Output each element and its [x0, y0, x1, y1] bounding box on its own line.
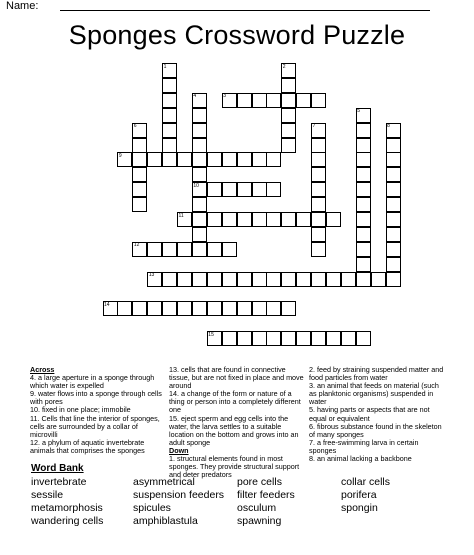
- crossword-cell[interactable]: [356, 212, 371, 227]
- down-clues-col3: [309, 366, 447, 463]
- crossword-cell[interactable]: [356, 257, 371, 272]
- crossword-cell[interactable]: [356, 167, 371, 182]
- crossword-cell[interactable]: [162, 138, 177, 153]
- crossword-cell[interactable]: [356, 152, 371, 167]
- crossword-cell[interactable]: [117, 301, 132, 316]
- clue-down-7: 7. a free-swimming larva in certain sponges: [309, 437, 419, 455]
- name-label: Name:: [6, 0, 39, 12]
- crossword-cell[interactable]: [266, 301, 281, 316]
- crossword-cell[interactable]: [132, 167, 147, 182]
- clue-number: 3: [223, 93, 226, 100]
- crossword-cell[interactable]: [281, 78, 296, 93]
- word-bank-item: amphiblastula: [133, 515, 198, 527]
- crossword-cell[interactable]: [177, 152, 192, 167]
- crossword-cell[interactable]: [177, 272, 192, 287]
- crossword-cell[interactable]: [386, 167, 401, 182]
- clue-number: 12: [133, 242, 140, 249]
- crossword-cell[interactable]: [252, 331, 267, 346]
- clue-number: 7: [312, 123, 316, 130]
- crossword-cell[interactable]: [386, 242, 401, 257]
- crossword-cell[interactable]: [311, 152, 326, 167]
- crossword-cell[interactable]: [266, 212, 281, 227]
- crossword-cell[interactable]: [222, 331, 237, 346]
- crossword-cell[interactable]: [281, 331, 296, 346]
- crossword-cell[interactable]: [192, 227, 207, 242]
- crossword-cell[interactable]: [266, 182, 281, 197]
- crossword-cell[interactable]: [252, 152, 267, 167]
- word-bank-title: Word Bank: [31, 463, 84, 474]
- crossword-cell[interactable]: [266, 152, 281, 167]
- crossword-cell[interactable]: [162, 272, 177, 287]
- crossword-cell[interactable]: [207, 301, 222, 316]
- crossword-cell[interactable]: [177, 242, 192, 257]
- crossword-cell[interactable]: [311, 93, 326, 108]
- crossword-cell[interactable]: [207, 212, 222, 227]
- word-bank-item: filter feeders: [237, 489, 295, 501]
- crossword-cell[interactable]: [281, 272, 296, 287]
- clue-down-5: 5. having parts or aspects that are not equal or equivalent: [309, 405, 430, 423]
- crossword-cell[interactable]: [356, 182, 371, 197]
- crossword-cell[interactable]: [162, 108, 177, 123]
- clue-number: 8: [387, 123, 390, 130]
- crossword-cell[interactable]: [147, 242, 162, 257]
- crossword-cell[interactable]: [192, 272, 207, 287]
- crossword-cell[interactable]: [252, 272, 267, 287]
- crossword-cell[interactable]: [132, 301, 147, 316]
- clue-number: 1: [163, 63, 167, 70]
- crossword-cell[interactable]: [222, 212, 237, 227]
- word-bank-item: spongin: [341, 502, 378, 514]
- clue-across-4: 4. a large aperture in a sponge through which water is expelled: [30, 373, 155, 391]
- crossword-cell[interactable]: [281, 138, 296, 153]
- crossword-cell[interactable]: [162, 93, 177, 108]
- crossword-cell[interactable]: [341, 272, 356, 287]
- clue-down-6: 6. fibrous substance found in the skeleton of many sponges: [309, 421, 442, 439]
- crossword-cell[interactable]: [132, 152, 147, 167]
- word-bank-item: suspension feeders: [133, 489, 225, 501]
- crossword-cell[interactable]: [207, 182, 222, 197]
- crossword-cell[interactable]: [162, 242, 177, 257]
- crossword-cell[interactable]: [326, 272, 341, 287]
- clue-down-8: 8. an animal lacking a backbone: [309, 454, 412, 464]
- page-title: Sponges Crossword Puzzle: [68, 20, 406, 50]
- clue-down-2: 2. feed by straining suspended matter and food particles from water: [309, 365, 444, 383]
- word-bank-item: osculum: [237, 502, 277, 514]
- crossword-cell[interactable]: [237, 301, 252, 316]
- clue-number: 5: [357, 108, 361, 115]
- clue-number: 13: [148, 272, 155, 279]
- crossword-cell[interactable]: [147, 152, 162, 167]
- crossword-cell[interactable]: [386, 212, 401, 227]
- crossword-cell[interactable]: [192, 138, 207, 153]
- clue-number: 2: [282, 63, 286, 70]
- clues-col2: [169, 366, 307, 479]
- crossword-cell[interactable]: [192, 212, 207, 227]
- word-bank-item: asymmetrical: [133, 476, 195, 488]
- crossword-cell[interactable]: [296, 212, 311, 227]
- clue-number: 9: [118, 152, 122, 159]
- crossword-cell[interactable]: [207, 152, 222, 167]
- clue-across-11: 11. Cells that line the interior of sponges, cells are surrounded by a collar of microvilli: [30, 413, 160, 439]
- crossword-cell[interactable]: [311, 227, 326, 242]
- crossword-cell[interactable]: [266, 93, 281, 108]
- crossword-cell[interactable]: [311, 182, 326, 197]
- across-clues-col1: [30, 366, 165, 455]
- crossword-cell[interactable]: [207, 272, 222, 287]
- crossword-cell[interactable]: [296, 331, 311, 346]
- crossword-cell[interactable]: [386, 182, 401, 197]
- clue-across-10: 10. fixed in one place; immobile: [30, 405, 131, 415]
- word-bank-item: pore cells: [237, 476, 282, 488]
- clue-down-3: 3. an animal that feeds on material (such as planktonic organisms) suspended in water: [309, 381, 439, 407]
- clue-number: 4: [193, 93, 197, 100]
- crossword-cell[interactable]: [281, 108, 296, 123]
- word-bank-item: spawning: [237, 515, 282, 527]
- crossword-cell[interactable]: [281, 301, 296, 316]
- word-bank-item: porifera: [341, 489, 377, 501]
- across-header: Across: [30, 365, 55, 374]
- down-header: Down: [169, 445, 189, 455]
- crossword-cell[interactable]: [222, 182, 237, 197]
- crossword-cell[interactable]: [237, 182, 252, 197]
- crossword-cell[interactable]: [132, 138, 147, 153]
- crossword-cell[interactable]: [356, 197, 371, 212]
- crossword-cell[interactable]: [386, 257, 401, 272]
- clue-number: 10: [193, 182, 199, 189]
- crossword-cell[interactable]: [192, 242, 207, 257]
- clue-across-14: 14. a change of the form or nature of a thing or person into a completely different one: [169, 389, 301, 415]
- crossword-cell[interactable]: [147, 301, 162, 316]
- crossword-cell[interactable]: [326, 212, 341, 227]
- crossword-cell[interactable]: [311, 331, 326, 346]
- crossword-cell[interactable]: [162, 152, 177, 167]
- crossword-cell[interactable]: [281, 212, 296, 227]
- word-bank-item: wandering cells: [31, 515, 104, 527]
- crossword-cell[interactable]: [266, 331, 281, 346]
- crossword-cell[interactable]: [311, 197, 326, 212]
- crossword-cell[interactable]: [222, 152, 237, 167]
- crossword-cell[interactable]: [192, 108, 207, 123]
- crossword-cell[interactable]: [132, 182, 147, 197]
- crossword-cell[interactable]: [162, 301, 177, 316]
- crossword-cell[interactable]: [311, 138, 326, 153]
- crossword-cell[interactable]: [341, 331, 356, 346]
- crossword-cell[interactable]: [192, 167, 207, 182]
- crossword-cell[interactable]: [311, 167, 326, 182]
- crossword-cell[interactable]: [326, 331, 341, 346]
- crossword-cell[interactable]: [356, 242, 371, 257]
- word-bank-item: spicules: [133, 502, 171, 514]
- word-bank-item: invertebrate: [31, 476, 87, 488]
- crossword-cell[interactable]: [207, 242, 222, 257]
- crossword-cell[interactable]: [266, 272, 281, 287]
- clue-number: 6: [133, 123, 137, 130]
- crossword-cell[interactable]: [296, 93, 311, 108]
- crossword-cell[interactable]: [386, 197, 401, 212]
- crossword-cell[interactable]: [281, 123, 296, 138]
- crossword-cell[interactable]: [252, 93, 267, 108]
- crossword-cell[interactable]: [252, 212, 267, 227]
- crossword-cell[interactable]: [237, 152, 252, 167]
- crossword-cell[interactable]: [162, 123, 177, 138]
- crossword-cell[interactable]: [386, 152, 401, 167]
- crossword-cell[interactable]: [356, 138, 371, 153]
- crossword-cell[interactable]: [237, 272, 252, 287]
- crossword-cell[interactable]: [192, 197, 207, 212]
- crossword-cell[interactable]: [356, 331, 371, 346]
- crossword-cell[interactable]: [237, 93, 252, 108]
- crossword-cell[interactable]: [281, 93, 296, 108]
- crossword-cell[interactable]: [386, 227, 401, 242]
- clue-down-1: 1. structural elements found in most sponges. They provide structural support and deter predators: [169, 454, 300, 480]
- crossword-cell[interactable]: [222, 272, 237, 287]
- crossword-cell[interactable]: [311, 212, 326, 227]
- crossword-cell[interactable]: [237, 212, 252, 227]
- crossword-cell[interactable]: [222, 242, 237, 257]
- crossword-cell[interactable]: [237, 331, 252, 346]
- crossword-cell[interactable]: [386, 138, 401, 153]
- crossword-cell[interactable]: [252, 301, 267, 316]
- clue-across-9: 9. water flows into a sponge through cells with pores: [30, 389, 162, 407]
- clue-across-15: 15. eject sperm and egg cells into the water, the larva settles to a suitable location on the bottom and grows into an adult sponge: [169, 413, 299, 447]
- crossword-cell[interactable]: [192, 123, 207, 138]
- crossword-cell[interactable]: [356, 227, 371, 242]
- crossword-cell[interactable]: [296, 272, 311, 287]
- crossword-cell[interactable]: [192, 152, 207, 167]
- crossword-cell[interactable]: [356, 123, 371, 138]
- clue-number: 15: [208, 331, 214, 338]
- crossword-cell[interactable]: [371, 272, 386, 287]
- crossword-cell[interactable]: [132, 197, 147, 212]
- clue-across-12: 12. a phylum of aquatic invertebrate animals that comprises the sponges: [30, 437, 145, 455]
- crossword-cell[interactable]: [162, 78, 177, 93]
- crossword-cell[interactable]: [192, 301, 207, 316]
- crossword-cell[interactable]: [356, 272, 371, 287]
- clue-number: 11: [178, 212, 184, 219]
- word-bank-item: metamorphosis: [31, 502, 103, 514]
- word-bank-item: sessile: [31, 489, 64, 501]
- crossword-cell[interactable]: [177, 301, 192, 316]
- crossword-cell[interactable]: [222, 301, 237, 316]
- clue-across-13: 13. cells that are found in connective tissue, but are not fixed in place and move around: [169, 365, 304, 391]
- word-bank-item: collar cells: [341, 476, 391, 488]
- clue-number: 14: [104, 301, 110, 308]
- crossword-cell[interactable]: [386, 272, 401, 287]
- crossword-cell[interactable]: [311, 242, 326, 257]
- crossword-cell[interactable]: [252, 182, 267, 197]
- crossword-cell[interactable]: [311, 272, 326, 287]
